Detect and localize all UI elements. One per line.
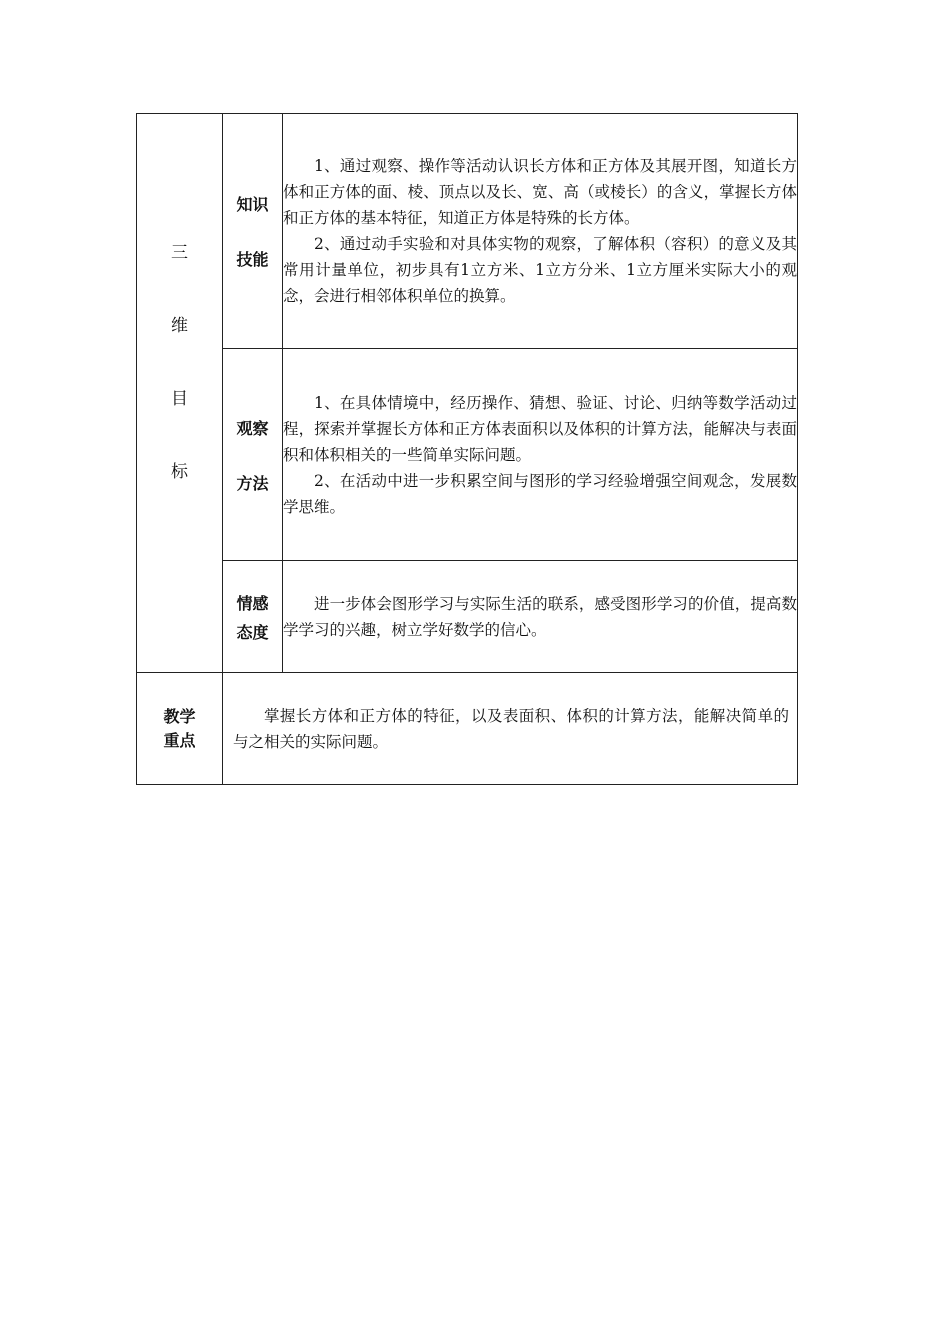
key-point-content (223, 673, 798, 785)
paragraph: 掌握长方体和正方体的特征，以及表面积、体积的计算方法，能解决简单的与之相关的实际问题。 (233, 706, 789, 751)
section-label-cell (137, 114, 223, 673)
process-method-content (283, 349, 798, 561)
table-row (137, 349, 798, 561)
process-method-label: 观察 方法 (223, 349, 283, 561)
lesson-objectives-table (136, 113, 798, 785)
knowledge-skills-content (283, 114, 798, 349)
table-row (137, 561, 798, 673)
paragraph: 1、在具体情境中，经历操作、猜想、验证、讨论、归纳等数学活动过程，探索并掌握长方体和正方体表面积以及体积的计算方法，能解决与表面积和体积相关的一些简单实际问题。 (283, 393, 797, 464)
emotion-attitude-label: 情感 态度 (223, 561, 283, 673)
section-label-char: 标 (171, 462, 188, 482)
paragraph: 进一步体会图形学习与实际生活的联系，感受图形学习的价值，提高数学学习的兴趣，树立学好数学的信心。 (283, 594, 797, 639)
paragraph: 2、在活动中进一步积累空间与图形的学习经验增强空间观念，发展数学思维。 (283, 471, 797, 516)
knowledge-skills-label: 知识 技能 (223, 114, 283, 349)
emotion-attitude-content (283, 561, 798, 673)
key-point-label: 教学 重点 (137, 673, 223, 785)
section-label-char: 三 (171, 243, 188, 263)
paragraph: 1、通过观察、操作等活动认识长方体和正方体及其展开图，知道长方体和正方体的面、棱、顶点以及长、宽、高（或棱长）的含义，掌握长方体和正方体的基本特征，知道正方体是特殊的长方体。 (283, 157, 797, 227)
section-label-char: 目 (171, 389, 188, 409)
table-row (137, 673, 798, 785)
paragraph: 2、通过动手实验和对具体实物的观察，了解体积（容积）的意义及其常用计量单位，初步具有1立方米、1立方分米、1立方厘米实际大小的观念，会进行相邻体积单位的换算。 (283, 235, 797, 305)
section-label-char: 维 (171, 316, 188, 336)
table-row (137, 114, 798, 349)
